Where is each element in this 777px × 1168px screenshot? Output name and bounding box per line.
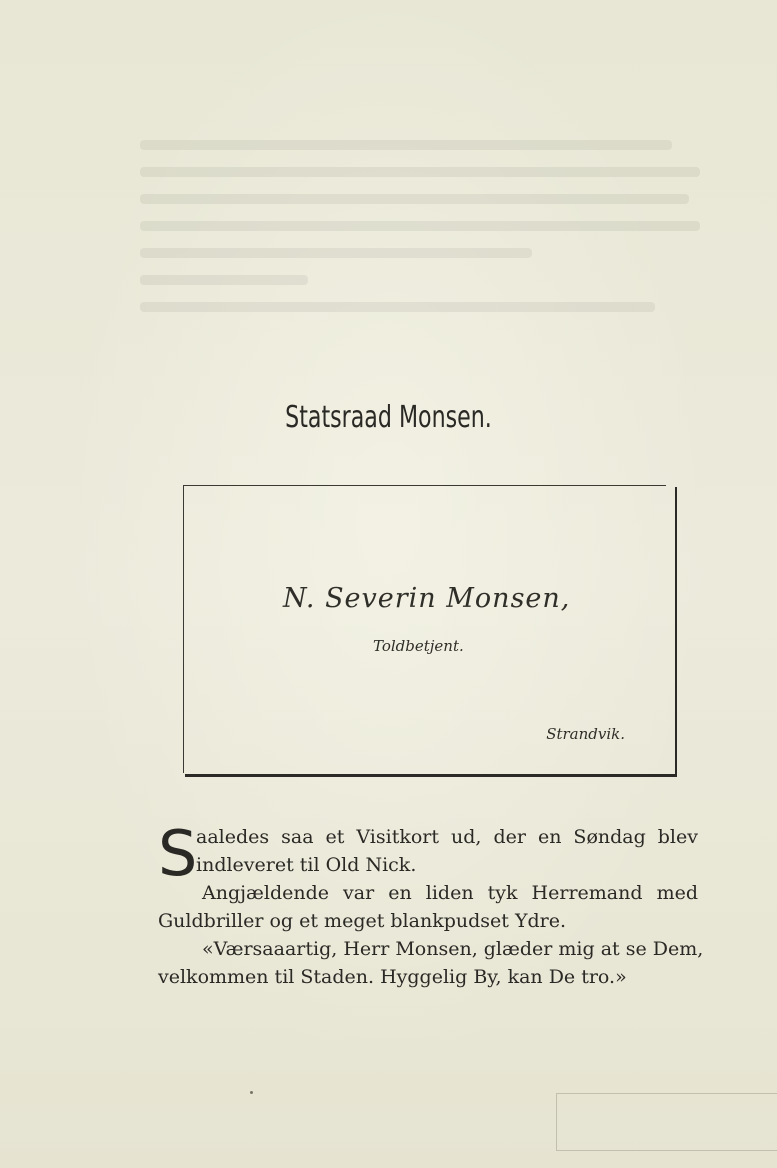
card-shadow-bottom	[185, 774, 677, 777]
text-line-1: aaledes saa et Visitkort ud, der en Søndag blev	[196, 826, 698, 848]
text-line-3: Angjældende var en liden tyk Herremand med	[202, 882, 698, 904]
page-edge-mark	[556, 1093, 777, 1151]
drop-cap: S	[158, 817, 198, 890]
card-place: Strandvik.	[546, 725, 625, 743]
text-line-5: «Værsaaartig, Herr Monsen, glæder mig at se Dem,	[202, 938, 704, 960]
visiting-card	[183, 485, 677, 778]
bleed-through-text	[140, 140, 700, 340]
body-text	[158, 817, 704, 991]
text-line-4: Guldbriller og et meget blankpudset Ydre.	[158, 910, 567, 932]
text-line-6: velkommen til Staden. Hyggelig By, kan De tro.»	[158, 966, 627, 988]
chapter-title: Statsraad Monsen.	[285, 400, 492, 435]
card-name: N. Severin Monsen,	[283, 583, 571, 614]
card-role: Toldbetjent.	[373, 637, 464, 655]
card-shadow-right	[675, 487, 677, 777]
text-line-2: indleveret til Old Nick.	[196, 854, 417, 876]
page-speck	[250, 1091, 253, 1094]
